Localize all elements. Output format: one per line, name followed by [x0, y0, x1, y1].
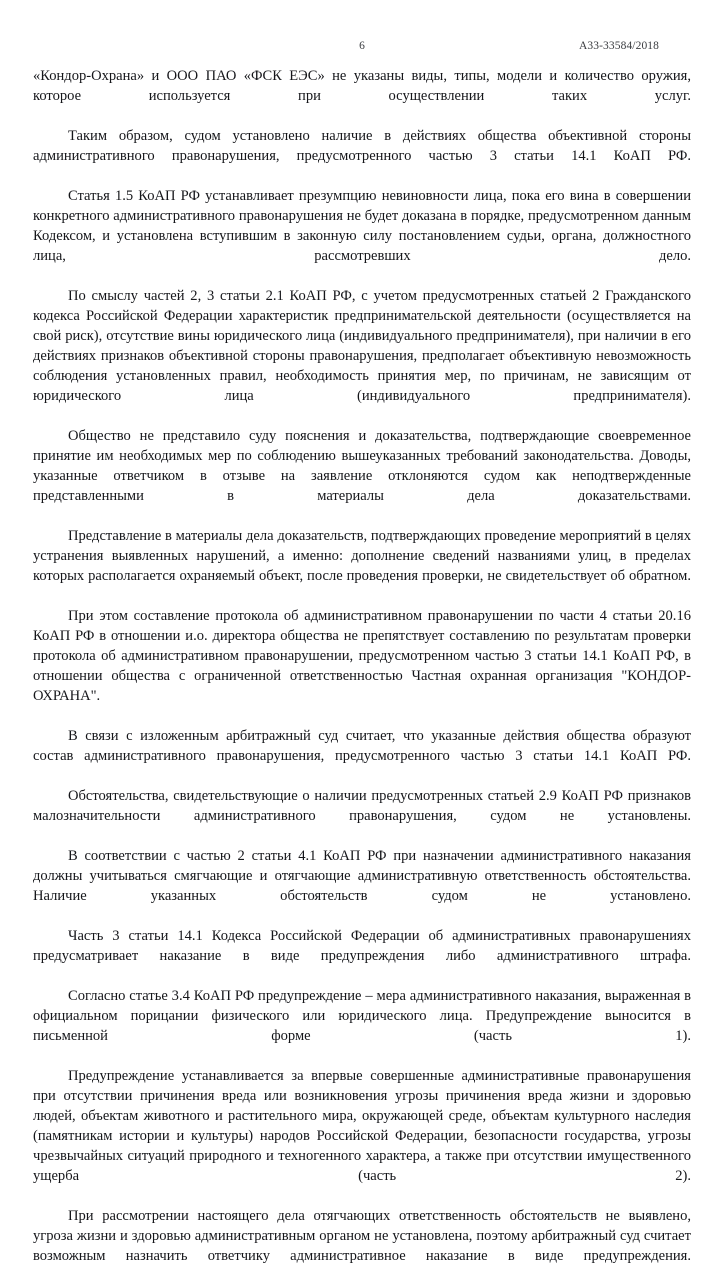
page-number: 6 — [359, 40, 365, 52]
paragraph: Обстоятельства, свидетельствующие о наличии предусмотренных статьей 2.9 КоАП РФ признаков малозначительности административного правонарушения, судом не установлены. — [33, 788, 691, 824]
paragraph: Часть 3 статьи 14.1 Кодекса Российской Федерации об административных правонарушениях предусматривает наказание в виде предупреждения либо административного штрафа. — [33, 928, 691, 964]
paragraph: В связи с изложенным арбитражный суд считает, что указанные действия общества образуют состав административного правонарушения, предусмотренного частью 3 статьи 14.1 КоАП РФ. — [33, 728, 691, 764]
paragraph: Предупреждение устанавливается за впервые совершенные административные правонарушения при отсутствии причинения вреда или возникновения угрозы причинения вреда жизни и здоровью людей, объектам животного и растительного мира, окружающей среде, объектам культурного наследия (памятникам истории и культуры) народов Российской Федерации, безопасности государства, угрозы чрезвычайных ситуаций природного и техногенного характера, а также при отсутствии имущественного ущерба (часть 2). — [33, 1068, 691, 1184]
paragraph: «Кондор-Охрана» и ООО ПАО «ФСК ЕЭС» не указаны виды, типы, модели и количество оружия, которое используется при осуществлении таких услуг. — [33, 68, 691, 104]
paragraph: В соответствии с частью 2 статьи 4.1 КоАП РФ при назначении административного наказания должны учитываться смягчающие и отягчающие административную ответственность обстоятельства. Наличие указанных обстоятельств судом не установлено. — [33, 848, 691, 904]
paragraph: При рассмотрении настоящего дела отягчающих ответственность обстоятельств не выявлено, угроза жизни и здоровью административным органом не установлена, поэтому арбитражный суд считает возможным назначить ответчику административное наказание в виде предупреждения. — [33, 1208, 691, 1264]
paragraph: Общество не представило суду пояснения и доказательства, подтверждающие своевременное принятие им необходимых мер по соблюдению вышеуказанных требований законодательства. Доводы, указанные ответчиком в отзыве на заявление отклоняются судом как неподтвержденные представленными в материалы дела доказательствами. — [33, 428, 691, 504]
case-number: А33-33584/2018 — [579, 40, 659, 52]
paragraph: Согласно статье 3.4 КоАП РФ предупреждение – мера административного наказания, выраженная в официальном порицании физического или юридического лица. Предупреждение выносится в письменной форме (часть 1). — [33, 988, 691, 1044]
paragraph: При этом составление протокола об административном правонарушении по части 4 статьи 20.16 КоАП РФ в отношении и.о. директора общества не препятствует составлению по результатам проверки протокола об административном правонарушении, предусмотренном частью 3 статьи 14.1 КоАП РФ, в отношении общества с ограниченной ответственностью Частная охранная организация "КОНДОР-ОХРАНА". — [33, 608, 691, 704]
paragraph: Представление в материалы дела доказательств, подтверждающих проведение мероприятий в целях устранения выявленных нарушений, а именно: дополнение сведений названиями улиц, в пределах которых располагается охраняемый объект, после проведения проверки, не свидетельствует об обратном. — [33, 528, 691, 584]
paragraph: Статья 1.5 КоАП РФ устанавливает презумпцию невиновности лица, пока его вина в совершении конкретного административного правонарушения не будет доказана в порядке, предусмотренном данным Кодексом, и установлена вступившим в законную силу постановлением судьи, органа, должностного лица, рассмотревших дело. — [33, 188, 691, 264]
page-header — [33, 38, 691, 54]
document-body — [33, 66, 691, 1286]
paragraph: По смыслу частей 2, 3 статьи 2.1 КоАП РФ, с учетом предусмотренных статьей 2 Гражданского кодекса Российской Федерации характеристик предпринимательской деятельности (осуществляется на свой риск), отсутствие вины юридического лица (индивидуального предпринимателя), при наличии в его действиях признаков объективной стороны правонарушения, предполагает объективную невозможность соблюдения установленных правил, необходимость принятия мер, по причинам, не зависящим от юридического лица (индивидуального предпринимателя). — [33, 288, 691, 404]
paragraph: Таким образом, судом установлено наличие в действиях общества объективной стороны административного правонарушения, предусмотренного частью 3 статьи 14.1 КоАП РФ. — [33, 128, 691, 164]
